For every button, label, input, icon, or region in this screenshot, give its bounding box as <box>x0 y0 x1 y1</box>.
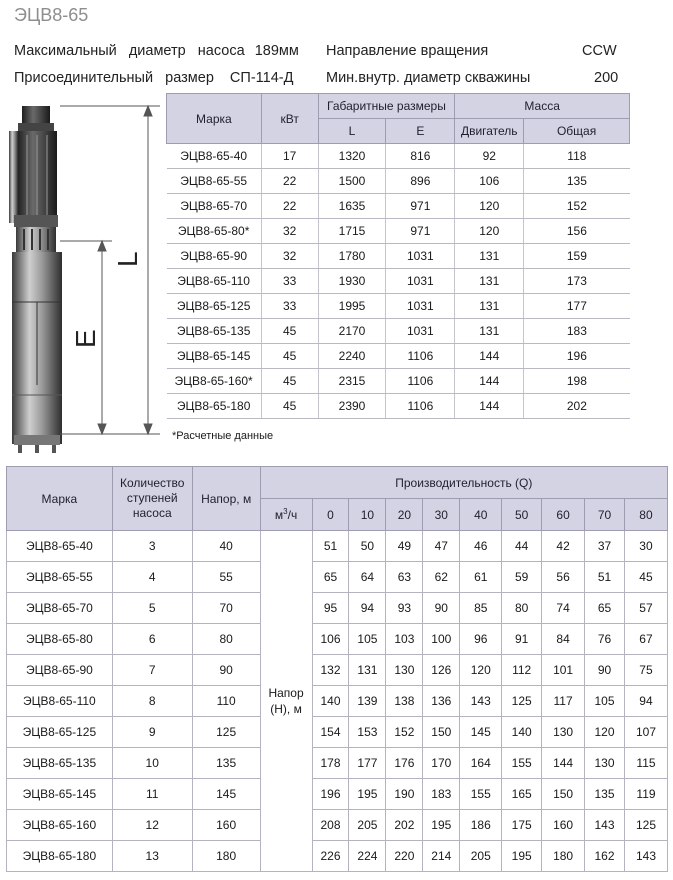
table-row <box>167 394 630 419</box>
perf-value-cell: 65 <box>585 593 625 624</box>
perf-value-cell: 143 <box>460 686 502 717</box>
unit-sup: 3 <box>283 507 288 516</box>
table-row <box>167 269 630 294</box>
perf-value-cell: 49 <box>386 531 423 562</box>
perf-brand-cell: ЭЦВ8-65-145 <box>7 779 113 810</box>
table-row <box>167 169 630 194</box>
perf-value-cell: 186 <box>460 810 502 841</box>
table-cell: ЭЦВ8-65-55 <box>167 169 262 194</box>
table-cell: ЭЦВ8-65-180 <box>167 394 262 419</box>
flow-header: 80 <box>624 499 667 531</box>
perf-stages-cell: 5 <box>112 593 192 624</box>
table-cell: 131 <box>455 319 524 344</box>
perf-value-cell: 117 <box>542 686 585 717</box>
perf-head-cell: 160 <box>192 810 260 841</box>
table-row <box>7 841 668 872</box>
perf-header-unit <box>260 499 312 531</box>
perf-value-cell: 155 <box>502 748 542 779</box>
perf-value-cell: 103 <box>386 624 423 655</box>
perf-value-cell: 96 <box>460 624 502 655</box>
table-cell: 1320 <box>318 144 386 169</box>
table-cell: 1635 <box>318 194 386 219</box>
perf-head-cell: 70 <box>192 593 260 624</box>
table-cell: 120 <box>455 219 524 244</box>
table-cell: 144 <box>455 394 524 419</box>
perf-value-cell: 51 <box>585 562 625 593</box>
table-cell: 1106 <box>386 344 455 369</box>
table-cell: ЭЦВ8-65-40 <box>167 144 262 169</box>
perf-value-cell: 176 <box>386 748 423 779</box>
perf-value-cell: 136 <box>423 686 460 717</box>
table-cell: 92 <box>455 144 524 169</box>
perf-value-cell: 135 <box>585 779 625 810</box>
table-row <box>7 717 668 748</box>
table-row <box>7 779 668 810</box>
perf-value-cell: 106 <box>312 624 349 655</box>
table-cell: ЭЦВ8-65-90 <box>167 244 262 269</box>
perf-head-cell: 40 <box>192 531 260 562</box>
perf-stages-cell: 10 <box>112 748 192 779</box>
perf-stages-cell: 3 <box>112 531 192 562</box>
table-cell: 1715 <box>318 219 386 244</box>
table-cell: 816 <box>386 144 455 169</box>
perf-value-cell: 80 <box>502 593 542 624</box>
table-cell: ЭЦВ8-65-160* <box>167 369 262 394</box>
perf-value-cell: 112 <box>502 655 542 686</box>
perf-value-cell: 120 <box>585 717 625 748</box>
perf-head-cell: 110 <box>192 686 260 717</box>
perf-stages-cell: 4 <box>112 562 192 593</box>
perf-value-cell: 195 <box>423 810 460 841</box>
perf-value-cell: 46 <box>460 531 502 562</box>
perf-value-cell: 67 <box>624 624 667 655</box>
perf-brand-cell: ЭЦВ8-65-180 <box>7 841 113 872</box>
table-cell: 45 <box>261 394 318 419</box>
perf-value-cell: 183 <box>423 779 460 810</box>
perf-header-brand: Марка <box>7 467 113 531</box>
spec-connection-value: СП-114-Д <box>229 70 294 86</box>
perf-value-cell: 202 <box>386 810 423 841</box>
perf-brand-cell: ЭЦВ8-65-40 <box>7 531 113 562</box>
table-cell: ЭЦВ8-65-145 <box>167 344 262 369</box>
perf-value-cell: 45 <box>624 562 667 593</box>
perf-head-cell: 55 <box>192 562 260 593</box>
table-cell: 2390 <box>318 394 386 419</box>
table-cell: 1106 <box>386 369 455 394</box>
table-cell: 156 <box>524 219 630 244</box>
perf-head-cell: 80 <box>192 624 260 655</box>
perf-value-cell: 75 <box>624 655 667 686</box>
table-cell: 106 <box>455 169 524 194</box>
perf-head-cell: 125 <box>192 717 260 748</box>
perf-value-cell: 56 <box>542 562 585 593</box>
table-row <box>7 655 668 686</box>
header-total: Общая <box>524 119 630 144</box>
perf-value-cell: 120 <box>460 655 502 686</box>
perf-header-stages: Количество ступеней насоса <box>112 467 192 531</box>
table-cell: 131 <box>455 294 524 319</box>
table-cell: 198 <box>524 369 630 394</box>
perf-value-cell: 44 <box>502 531 542 562</box>
table-cell: ЭЦВ8-65-125 <box>167 294 262 319</box>
perf-brand-cell: ЭЦВ8-65-55 <box>7 562 113 593</box>
perf-value-cell: 162 <box>585 841 625 872</box>
perf-value-cell: 47 <box>423 531 460 562</box>
perf-stages-cell: 12 <box>112 810 192 841</box>
perf-value-cell: 205 <box>349 810 386 841</box>
header-E: E <box>386 119 455 144</box>
footnote: *Расчетные данные <box>172 430 274 442</box>
perf-value-cell: 30 <box>624 531 667 562</box>
perf-value-cell: 115 <box>624 748 667 779</box>
table-cell: 196 <box>524 344 630 369</box>
table-cell: 1031 <box>386 319 455 344</box>
perf-head-cell: 180 <box>192 841 260 872</box>
perf-value-cell: 195 <box>502 841 542 872</box>
perf-value-cell: 90 <box>585 655 625 686</box>
table-cell: 1995 <box>318 294 386 319</box>
perf-value-cell: 63 <box>386 562 423 593</box>
head-row-label: Напор (Н), м <box>260 531 312 872</box>
perf-value-cell: 175 <box>502 810 542 841</box>
spec-rotation-value: CCW <box>582 43 617 59</box>
perf-value-cell: 195 <box>349 779 386 810</box>
table-cell: 22 <box>261 194 318 219</box>
perf-brand-cell: ЭЦВ8-65-70 <box>7 593 113 624</box>
perf-value-cell: 84 <box>542 624 585 655</box>
table-cell: ЭЦВ8-65-110 <box>167 269 262 294</box>
table-cell: 33 <box>261 269 318 294</box>
table-cell: 131 <box>455 269 524 294</box>
perf-value-cell: 51 <box>312 531 349 562</box>
dimensions-table-body <box>167 144 630 419</box>
perf-head-cell: 90 <box>192 655 260 686</box>
perf-brand-cell: ЭЦВ8-65-125 <box>7 717 113 748</box>
table-cell: 971 <box>386 194 455 219</box>
perf-value-cell: 143 <box>624 841 667 872</box>
table-cell: 1031 <box>386 294 455 319</box>
perf-value-cell: 93 <box>386 593 423 624</box>
flow-header: 40 <box>460 499 502 531</box>
perf-value-cell: 152 <box>386 717 423 748</box>
table-cell: 1930 <box>318 269 386 294</box>
spec-max-diameter <box>14 43 299 59</box>
perf-stages-cell: 9 <box>112 717 192 748</box>
perf-value-cell: 74 <box>542 593 585 624</box>
table-cell: ЭЦВ8-65-80* <box>167 219 262 244</box>
perf-value-cell: 190 <box>386 779 423 810</box>
perf-value-cell: 165 <box>502 779 542 810</box>
perf-value-cell: 94 <box>624 686 667 717</box>
spec-connection <box>14 70 293 86</box>
perf-value-cell: 140 <box>502 717 542 748</box>
perf-stages-cell: 6 <box>112 624 192 655</box>
table-row <box>7 624 668 655</box>
pump-head <box>18 106 54 131</box>
perf-value-cell: 37 <box>585 531 625 562</box>
table-cell: 152 <box>524 194 630 219</box>
table-cell: ЭЦВ8-65-70 <box>167 194 262 219</box>
table-row <box>7 748 668 779</box>
perf-header-capacity: Производительность (Q) <box>260 467 667 499</box>
table-row <box>7 686 668 717</box>
flow-header: 30 <box>423 499 460 531</box>
spec-max-diameter-label: Максимальный диаметр насоса <box>14 43 245 59</box>
dimension-label-E: E <box>70 329 101 348</box>
flow-header: 50 <box>502 499 542 531</box>
table-cell: 120 <box>455 194 524 219</box>
table-cell: 1106 <box>386 394 455 419</box>
perf-value-cell: 153 <box>349 717 386 748</box>
pump-diagram <box>0 95 166 465</box>
flow-header: 0 <box>312 499 349 531</box>
perf-stages-cell: 7 <box>112 655 192 686</box>
table-cell: 45 <box>261 319 318 344</box>
flow-header: 20 <box>386 499 423 531</box>
perf-value-cell: 125 <box>502 686 542 717</box>
unit-post: /ч <box>287 508 298 522</box>
perf-value-cell: 196 <box>312 779 349 810</box>
perf-value-cell: 140 <box>312 686 349 717</box>
spec-well-diameter-label: Мин.внутр. диаметр скважины <box>326 70 531 86</box>
perf-value-cell: 101 <box>542 655 585 686</box>
perf-value-cell: 107 <box>624 717 667 748</box>
performance-table-body <box>7 531 668 872</box>
perf-value-cell: 205 <box>460 841 502 872</box>
perf-value-cell: 164 <box>460 748 502 779</box>
perf-value-cell: 170 <box>423 748 460 779</box>
table-cell: 896 <box>386 169 455 194</box>
perf-value-cell: 105 <box>349 624 386 655</box>
perf-brand-cell: ЭЦВ8-65-135 <box>7 748 113 779</box>
perf-value-cell: 61 <box>460 562 502 593</box>
spec-rotation-label: Направление вращения <box>326 43 489 59</box>
perf-value-cell: 57 <box>624 593 667 624</box>
table-cell: 17 <box>261 144 318 169</box>
perf-value-cell: 85 <box>460 593 502 624</box>
table-row <box>167 294 630 319</box>
perf-value-cell: 132 <box>312 655 349 686</box>
perf-value-cell: 150 <box>542 779 585 810</box>
perf-stages-cell: 13 <box>112 841 192 872</box>
performance-table <box>6 466 668 872</box>
perf-brand-cell: ЭЦВ8-65-90 <box>7 655 113 686</box>
perf-brand-cell: ЭЦВ8-65-110 <box>7 686 113 717</box>
perf-stages-cell: 8 <box>112 686 192 717</box>
table-cell: 1031 <box>386 244 455 269</box>
perf-value-cell: 214 <box>423 841 460 872</box>
table-cell: 202 <box>524 394 630 419</box>
table-cell: 22 <box>261 169 318 194</box>
pump-stages <box>9 131 58 227</box>
table-cell: 118 <box>524 144 630 169</box>
header-mass: Масса <box>455 94 630 119</box>
table-cell: 971 <box>386 219 455 244</box>
table-row <box>7 562 668 593</box>
table-cell: 144 <box>455 344 524 369</box>
perf-header-head: Напор, м <box>192 467 260 531</box>
perf-value-cell: 42 <box>542 531 585 562</box>
table-cell: 33 <box>261 294 318 319</box>
perf-value-cell: 208 <box>312 810 349 841</box>
perf-value-cell: 145 <box>460 717 502 748</box>
perf-head-cell: 145 <box>192 779 260 810</box>
table-cell: 45 <box>261 344 318 369</box>
table-cell: 32 <box>261 219 318 244</box>
table-cell: 1780 <box>318 244 386 269</box>
perf-value-cell: 131 <box>349 655 386 686</box>
perf-value-cell: 130 <box>585 748 625 779</box>
table-cell: ЭЦВ8-65-135 <box>167 319 262 344</box>
header-dimensions: Габаритные размеры <box>318 94 455 119</box>
perf-value-cell: 139 <box>349 686 386 717</box>
table-cell: 45 <box>261 369 318 394</box>
perf-value-cell: 90 <box>423 593 460 624</box>
table-row <box>167 244 630 269</box>
unit-pre: м <box>274 508 284 522</box>
header-L: L <box>318 119 386 144</box>
dimension-lines <box>60 106 160 434</box>
perf-value-cell: 130 <box>386 655 423 686</box>
table-cell: 2170 <box>318 319 386 344</box>
perf-value-cell: 100 <box>423 624 460 655</box>
perf-brand-cell: ЭЦВ8-65-80 <box>7 624 113 655</box>
header-brand: Марка <box>167 94 262 144</box>
perf-value-cell: 138 <box>386 686 423 717</box>
table-cell: 2315 <box>318 369 386 394</box>
header-kw: кВт <box>261 94 318 144</box>
table-row <box>167 194 630 219</box>
table-row <box>167 219 630 244</box>
dimensions-table <box>166 93 630 419</box>
table-row <box>7 531 668 562</box>
table-cell: 177 <box>524 294 630 319</box>
perf-value-cell: 130 <box>542 717 585 748</box>
perf-value-cell: 119 <box>624 779 667 810</box>
table-cell: 183 <box>524 319 630 344</box>
perf-value-cell: 65 <box>312 562 349 593</box>
perf-value-cell: 150 <box>423 717 460 748</box>
perf-value-cell: 62 <box>423 562 460 593</box>
perf-value-cell: 144 <box>542 748 585 779</box>
table-row <box>167 319 630 344</box>
dimension-label-L: L <box>112 251 143 267</box>
table-row <box>167 144 630 169</box>
perf-value-cell: 143 <box>585 810 625 841</box>
perf-value-cell: 220 <box>386 841 423 872</box>
perf-value-cell: 59 <box>502 562 542 593</box>
table-cell: 32 <box>261 244 318 269</box>
perf-value-cell: 125 <box>624 810 667 841</box>
perf-value-cell: 126 <box>423 655 460 686</box>
perf-value-cell: 160 <box>542 810 585 841</box>
table-cell: 173 <box>524 269 630 294</box>
table-cell: 2240 <box>318 344 386 369</box>
perf-stages-cell: 11 <box>112 779 192 810</box>
perf-head-cell: 135 <box>192 748 260 779</box>
perf-value-cell: 177 <box>349 748 386 779</box>
perf-value-cell: 178 <box>312 748 349 779</box>
perf-value-cell: 105 <box>585 686 625 717</box>
spec-well-diameter-value: 200 <box>594 70 619 86</box>
flow-header: 10 <box>349 499 386 531</box>
table-cell: 1500 <box>318 169 386 194</box>
header-motor: Двигатель <box>455 119 524 144</box>
perf-value-cell: 224 <box>349 841 386 872</box>
flow-header: 70 <box>585 499 625 531</box>
page-title: ЭЦВ8-65 <box>14 5 89 25</box>
perf-value-cell: 50 <box>349 531 386 562</box>
perf-value-cell: 155 <box>460 779 502 810</box>
table-row <box>7 810 668 841</box>
perf-value-cell: 226 <box>312 841 349 872</box>
table-row <box>167 369 630 394</box>
table-cell: 144 <box>455 369 524 394</box>
pump-motor <box>12 252 62 453</box>
perf-value-cell: 180 <box>542 841 585 872</box>
table-cell: 1031 <box>386 269 455 294</box>
table-row <box>7 593 668 624</box>
perf-value-cell: 95 <box>312 593 349 624</box>
flow-header: 60 <box>542 499 585 531</box>
spec-connection-label: Присоединительный размер <box>14 70 214 86</box>
perf-value-cell: 154 <box>312 717 349 748</box>
perf-brand-cell: ЭЦВ8-65-160 <box>7 810 113 841</box>
spec-max-diameter-value: 189мм <box>254 43 299 59</box>
pump-intake <box>16 227 56 252</box>
table-cell: 159 <box>524 244 630 269</box>
table-cell: 135 <box>524 169 630 194</box>
perf-value-cell: 76 <box>585 624 625 655</box>
perf-value-cell: 94 <box>349 593 386 624</box>
table-cell: 131 <box>455 244 524 269</box>
table-row <box>167 344 630 369</box>
perf-value-cell: 91 <box>502 624 542 655</box>
perf-value-cell: 64 <box>349 562 386 593</box>
